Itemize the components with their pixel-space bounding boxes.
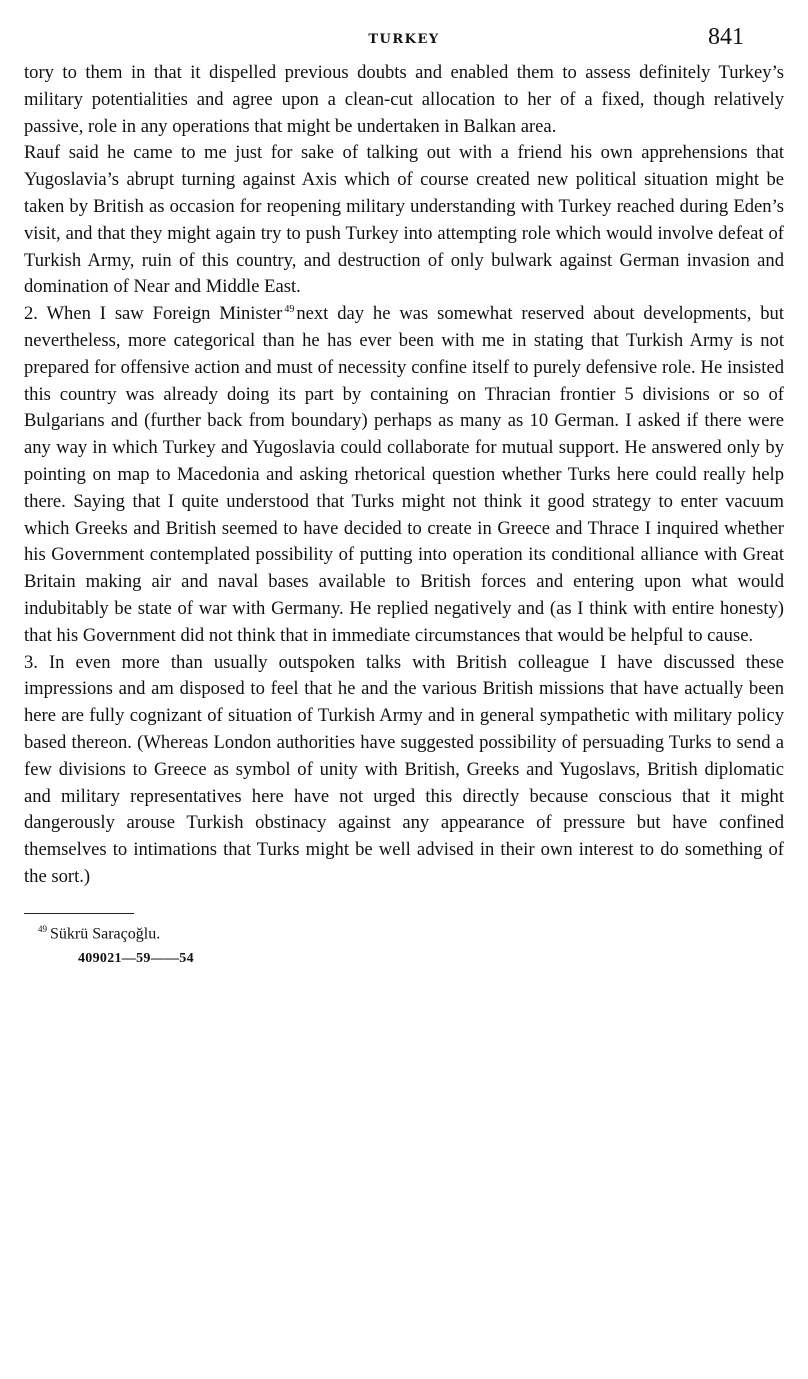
paragraph-rauf: Rauf said he came to me just for sake of talking out with a friend his own apprehensions that Yugoslavia’s abrupt turning against Axis which of course created new political situation might be taken by British as occasion for reopening military understanding with Turkey reached during Eden’s visit, and that they might again try to push Turkey into attempting role which would involve defeat of Turkish Army, ruin of this country, and destruction of only bulwark against German invasion and domination of Near and Middle East.: [24, 142, 784, 298]
page-number: 841: [708, 24, 744, 50]
paragraph-2-body: next day he was somewhat reserved about developments, but nevertheless, more categorical than he has ever been with me in stating that Turkish Army is not prepared for offensive action and must of necessity confine itself to purely defensive role. He insisted this country was already doing its part by containing on Thracian frontier 5 divisions or so of Bulgarians and (further back from boundary) perhaps as many as 10 German. I asked if there were any way in which Turkey and Yugoslavia could collaborate for mutual support. He answered only by pointing on map to Macedonia and asking rhetorical question whether Turks here could really help there. Saying that I quite understood that Turks might not think it good strategy to enter vacuum which Greeks and British seemed to have decided to create in Greece and Thrace I inquired whether his Government contemplated possibility of putting into operation its conditional alliance with Great Britain making air and naval bases available to British forces and entering upon what would indubitably be state of war with Germany. He replied negatively and (as I think with entire honesty) that his Government did not think that in immediate circumstances that would be helpful to cause.: [24, 303, 784, 646]
paragraph-2: [24, 301, 784, 649]
footnote-marker: 49: [38, 923, 47, 934]
page-header: [24, 24, 784, 60]
running-title: TURKEY: [368, 32, 440, 47]
print-code: 409021—59——54: [78, 951, 194, 967]
document-page: [24, 24, 784, 967]
paragraph-3: 3. In even more than usually outspoken talks with British colleague I have discussed these impressions and am disposed to feel that he and the various British missions that have actually been here are fully cognizant of situation of Turkish Army and in general sympathetic with military policy based thereon. (Whereas London authorities have suggested possibility of persuading Turks to send a few divisions to Greece as symbol of unity with British, Greeks and Yugoslavs, British diplomatic and military representatives here have not urged this directly because conscious that it might dangerously arouse Turkish obstinacy against any appearance of pressure but have confined themselves to intimations that Turks might be well advised in their own interest to do something of the sort.): [24, 651, 784, 887]
footnote-divider: [24, 913, 134, 914]
footnote-text: Sükrü Saraçoğlu.: [50, 925, 161, 943]
body-text: [24, 60, 784, 891]
footnote: [38, 924, 784, 943]
paragraph-continuation: tory to them in that it dispelled previous doubts and enabled them to assess definitely Turkey’s military potentialities and agree upon a clean-cut allocation to her of a fixed, though relatively passive, role in any operations that might be undertaken in Balkan area.: [24, 62, 784, 137]
footnote-reference: 49: [284, 303, 295, 315]
paragraph-2-lead: 2. When I saw Foreign Minister: [24, 303, 283, 325]
